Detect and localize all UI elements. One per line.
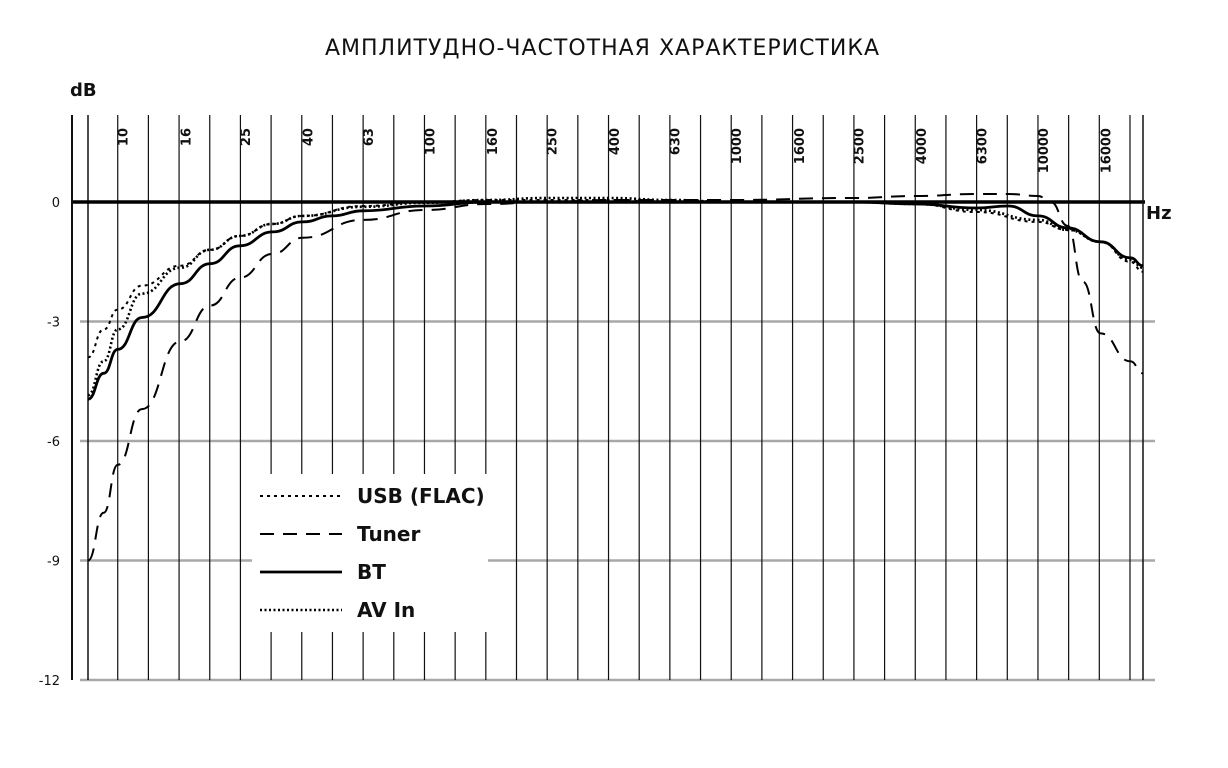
legend xyxy=(252,474,488,632)
x-tick-label: 10000 xyxy=(1036,128,1052,174)
x-axis-label: Hz xyxy=(1146,203,1172,224)
x-tick-label: 10 xyxy=(116,128,132,147)
y-tick-label: -6 xyxy=(47,435,60,450)
series-line-usb-flac xyxy=(88,200,1143,357)
x-tick-label: 40 xyxy=(301,128,317,147)
x-tick-label: 1600 xyxy=(792,128,808,165)
series-line-bt xyxy=(88,202,1143,399)
legend-label: AV In xyxy=(357,598,416,622)
y-tick-label: -9 xyxy=(47,554,60,570)
x-tick-label: 100 xyxy=(423,128,439,156)
x-tick-label: 630 xyxy=(668,128,684,156)
series-lines xyxy=(88,194,1143,561)
legend-label: USB (FLAC) xyxy=(357,484,485,508)
chart-title: АМПЛИТУДНО-ЧАСТОТНАЯ ХАРАКТЕРИСТИКА xyxy=(324,36,880,61)
series-line-av-in xyxy=(88,198,1143,395)
y-axis-label: dB xyxy=(70,80,97,101)
x-tick-label: 400 xyxy=(608,128,624,156)
legend-label: BT xyxy=(357,560,386,584)
legend-label: Tuner xyxy=(357,522,421,546)
x-tick-label: 25 xyxy=(238,127,254,147)
x-tick-label: 16000 xyxy=(1099,128,1115,174)
y-tick-label: -3 xyxy=(47,315,60,331)
x-tick-label: 2500 xyxy=(852,128,868,165)
series-line-tuner xyxy=(88,194,1143,561)
x-tick-label: 250 xyxy=(545,128,561,156)
y-tick-label: 0 xyxy=(51,196,60,211)
x-tick-label: 6300 xyxy=(975,128,991,165)
x-tick-labels xyxy=(117,128,1115,173)
x-tick-label: 63 xyxy=(361,128,377,147)
x-tick-label: 4000 xyxy=(914,128,930,165)
horizontal-gridlines xyxy=(80,322,1155,681)
y-tick-label: -12 xyxy=(38,674,60,689)
x-tick-label: 1000 xyxy=(730,128,746,165)
x-tick-label: 160 xyxy=(486,128,502,156)
y-tick-labels xyxy=(39,196,60,689)
x-tick-label: 16 xyxy=(179,128,195,147)
